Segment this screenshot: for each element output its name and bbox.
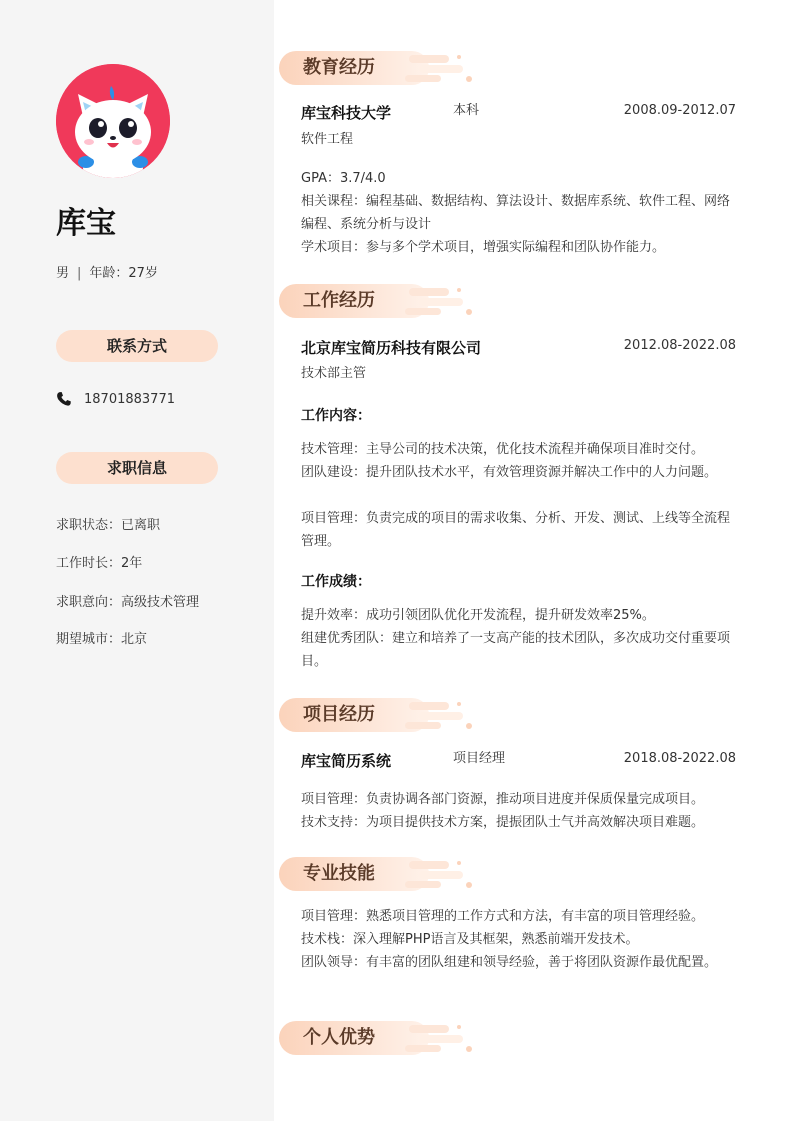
job-status: 求职状态：已离职 xyxy=(56,518,161,533)
work-heading xyxy=(279,284,479,318)
separator: | xyxy=(77,266,82,281)
contact-heading: 联系方式 xyxy=(56,330,218,362)
heading-decoration-icon xyxy=(399,1021,479,1055)
project-date: 2018.08-2022.08 xyxy=(623,751,736,766)
skill-line: 团队领导：有丰富的团队组建和领导经验，善于将团队资源作最优配置。 xyxy=(301,955,718,970)
heading-decoration-icon xyxy=(399,284,479,318)
basic-info xyxy=(56,262,158,281)
work-content-item: 技术管理：主导公司的技术决策，优化技术流程并确保项目准时交付。 xyxy=(301,442,705,457)
work-date: 2012.08-2022.08 xyxy=(623,338,736,353)
work-content-item: 团队建设：提升团队技术水平，有效管理资源并解决工作中的人力问题。 xyxy=(301,465,718,480)
project-name: 库宝简历系统 xyxy=(301,752,392,770)
advantage-heading-label: 个人优势 xyxy=(303,1027,375,1048)
cat-mascot-icon xyxy=(56,64,170,178)
advantage-heading xyxy=(279,1021,479,1055)
work-heading-label: 工作经历 xyxy=(303,290,375,311)
avatar xyxy=(56,64,170,178)
skill-line: 技术栈：深入理解PHP语言及其框架，熟悉前端开发技术。 xyxy=(301,932,639,947)
school-name: 库宝科技大学 xyxy=(301,104,392,122)
project-line: 项目管理：负责协调各部门资源，推动项目进度并保质保量完成项目。 xyxy=(301,792,705,807)
project-role: 项目经理 xyxy=(453,751,506,766)
education-heading-label: 教育经历 xyxy=(303,57,375,78)
degree: 本科 xyxy=(453,103,480,118)
phone-icon xyxy=(56,391,72,407)
work-results-heading: 工作成绩： xyxy=(301,574,371,590)
major: 软件工程 xyxy=(301,132,354,147)
skills-heading xyxy=(279,857,479,891)
gender: 男 xyxy=(56,266,70,281)
job-intent: 求职意向：高级技术管理 xyxy=(56,595,200,610)
gpa: GPA：3.7/4.0 xyxy=(301,171,386,186)
job-years: 工作时长：2年 xyxy=(56,556,143,571)
skill-line: 项目管理：熟悉项目管理的工作方式和方法，有丰富的项目管理经验。 xyxy=(301,909,705,924)
age: 年龄：27岁 xyxy=(89,266,158,281)
phone-row xyxy=(56,391,175,407)
education-heading xyxy=(279,51,479,85)
academic-projects: 学术项目：参与多个学术项目，增强实际编程和团队协作能力。 xyxy=(301,240,666,255)
skills-heading-label: 专业技能 xyxy=(303,863,375,884)
company-name: 北京库宝简历科技有限公司 xyxy=(301,339,482,357)
project-heading xyxy=(279,698,479,732)
education-date: 2008.09-2012.07 xyxy=(623,103,736,118)
work-result-item: 提升效率：成功引领团队优化开发流程，提升研发效率25%。 xyxy=(301,608,655,623)
work-title: 技术部主管 xyxy=(301,366,367,381)
job-heading: 求职信息 xyxy=(56,452,218,484)
job-city: 期望城市：北京 xyxy=(56,632,148,647)
work-result-item: 组建优秀团队：建立和培养了一支高产能的技术团队，多次成功交付重要项目。 xyxy=(301,631,731,669)
work-content-heading: 工作内容： xyxy=(301,408,371,424)
phone-number: 18701883771 xyxy=(84,391,175,407)
project-heading-label: 项目经历 xyxy=(303,704,375,725)
heading-decoration-icon xyxy=(399,51,479,85)
heading-decoration-icon xyxy=(399,857,479,891)
courses: 相关课程：编程基础、数据结构、算法设计、数据库系统、软件工程、网络编程、系统分析与设计 xyxy=(301,194,731,232)
profile-name: 库宝 xyxy=(56,206,116,241)
work-content-item: 项目管理：负责完成的项目的需求收集、分析、开发、测试、上线等全流程管理。 xyxy=(301,511,731,549)
project-line: 技术支持：为项目提供技术方案，提振团队士气并高效解决项目难题。 xyxy=(301,815,705,830)
heading-decoration-icon xyxy=(399,698,479,732)
